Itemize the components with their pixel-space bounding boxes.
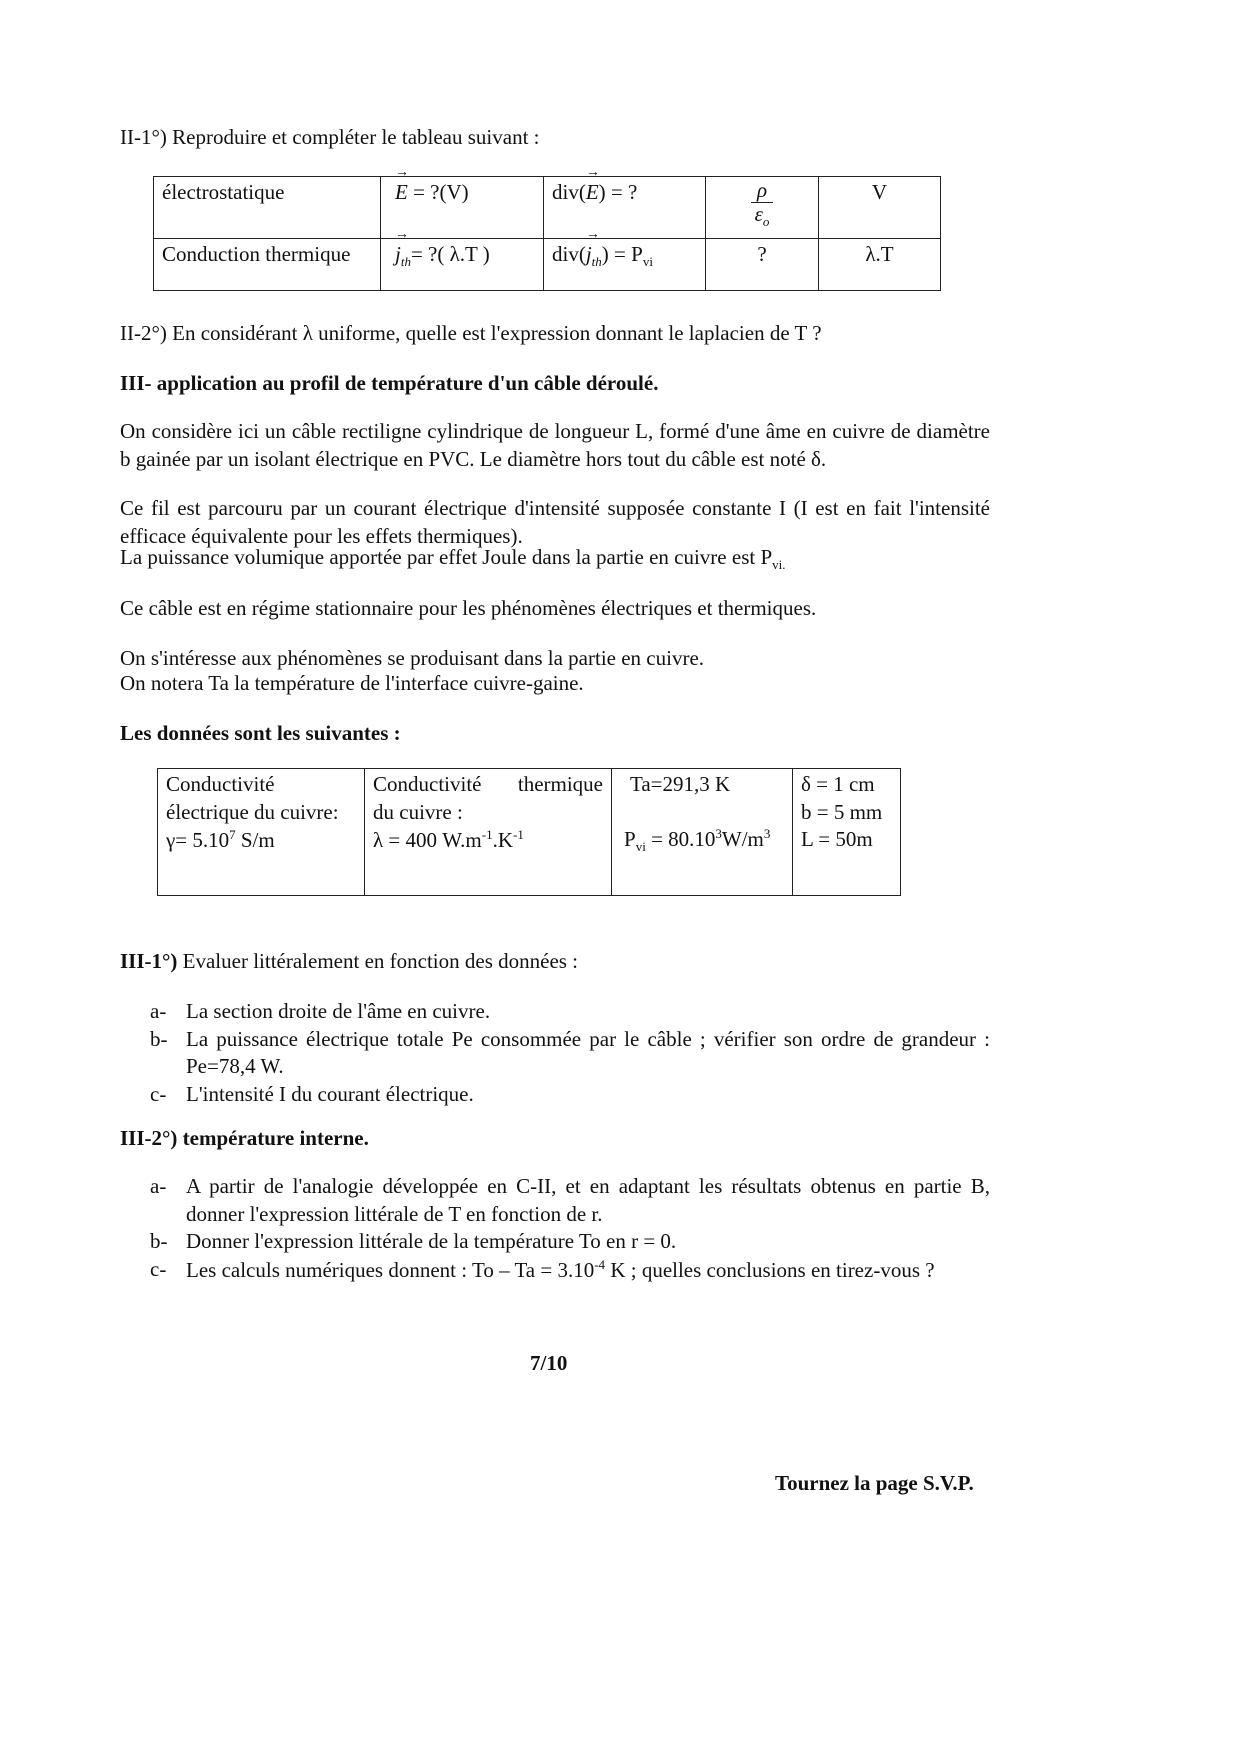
cell-div-j: $div(\to j_{th}) = P_{vi}$ (544, 239, 706, 291)
footer-turn-page: Tournez la page S.V.P. (775, 1471, 974, 1495)
question-III-2: III-2°) température interne. (120, 1126, 369, 1150)
paragraph-joule-power: La puissance volumique apportée par effet Joule dans la partie en cuivre est $P_{vi.}$ (120, 545, 786, 573)
data-heading: Les données sont les suivantes : (120, 721, 401, 745)
section-III-heading: III- application au profil de température d'un câble déroulé. (120, 371, 659, 395)
paragraph-current: Ce fil est parcouru par un courant électrique d'intensité supposée constante I (I est en fait l'intensité efficace équivalente pour les effets thermiques). (120, 496, 990, 548)
cell-div-E: div(→ E) = ? (544, 177, 706, 239)
question-II-2: II-2°) En considérant λ uniforme, quelle est l'expression donnant le laplacien de T ? (120, 321, 822, 345)
list-item: a- A partir de l'analogie développée en C-II, et en adaptant les résultats obtenus en partie B, donner l'expression littérale de T en fonction de r. (150, 1174, 990, 1226)
cell-thermal-conductivity: Conductivité thermique du cuivre : λ = 400 $W.m^{-1}.K^{-1}$ (365, 769, 612, 896)
question-II-1: II-1°) Reproduire et compléter le tableau suivant : (120, 125, 540, 149)
paragraph-Ta-definition: On notera Ta la température de l'interface cuivre-gaine. (120, 671, 584, 695)
cell-unknown: ? (706, 239, 819, 291)
analogy-table (153, 176, 941, 291)
vector-j: → j (395, 241, 401, 269)
table-row (154, 239, 941, 291)
cell-V: V (819, 177, 941, 239)
list-item: c- Les calculs numériques donnent : $To - Ta = 3.10^{-4}$ K ; quelles conclusions en tirez-vous ? (150, 1257, 935, 1283)
cell-j-th: → $j_{th}=$ ?( λ.T ) (381, 239, 544, 291)
list-item: c- L'intensité I du courant électrique. (150, 1082, 474, 1107)
list-III-1 (150, 998, 990, 1109)
table-row (154, 177, 941, 239)
table-row (158, 769, 901, 896)
data-table (157, 768, 901, 896)
cell-conduction-thermique: Conduction thermique (154, 239, 381, 291)
cell-electrostatique: électrostatique (154, 177, 381, 239)
fraction-rho-epsilon: $\frac{\rho}{\varepsilon_o}$ (751, 179, 773, 230)
cell-Ta-Pvi: Ta=291,3 K $P_{vi} = 80.10^3W/m^3$ (612, 769, 793, 896)
cell-lambda-T: λ.T (819, 239, 941, 291)
list-item: b- Donner l'expression littérale de la température To en r = 0. (150, 1229, 677, 1254)
paragraph-copper-focus: On s'intéresse aux phénomènes se produisant dans la partie en cuivre. (120, 646, 705, 670)
list-item: a- La section droite de l'âme en cuivre. (150, 999, 491, 1023)
paragraph-cable-description: On considère ici un câble rectiligne cylindrique de longueur L, formé d'une âme en cuivre de diamètre b gainée par un isolant électrique en PVC. Le diamètre hors tout du câble est noté δ. (120, 419, 990, 471)
cell-rho-over-epsilon (706, 177, 819, 239)
cell-dimensions: δ = 1 cm b = 5 mm L = 50m (793, 769, 901, 896)
cell-E-field: → E = ?(V) (381, 177, 544, 239)
page-number: 7/10 (530, 1351, 568, 1375)
list-item: b- La puissance électrique totale Pe consommée par le câble ; vérifier son ordre de grandeur : Pe=78,4 W. (150, 1026, 990, 1079)
paragraph-stationary: Ce câble est en régime stationnaire pour les phénomènes électriques et thermiques. (120, 596, 817, 620)
cell-electrical-conductivity: Conductivité électrique du cuivre: $\gamma= 5.10^7$ S/m (158, 769, 365, 896)
question-III-1: III-1°) Evaluer littéralement en fonction des données : (120, 949, 579, 973)
list-III-2 (150, 1173, 990, 1285)
vector-E: → E (395, 179, 408, 207)
